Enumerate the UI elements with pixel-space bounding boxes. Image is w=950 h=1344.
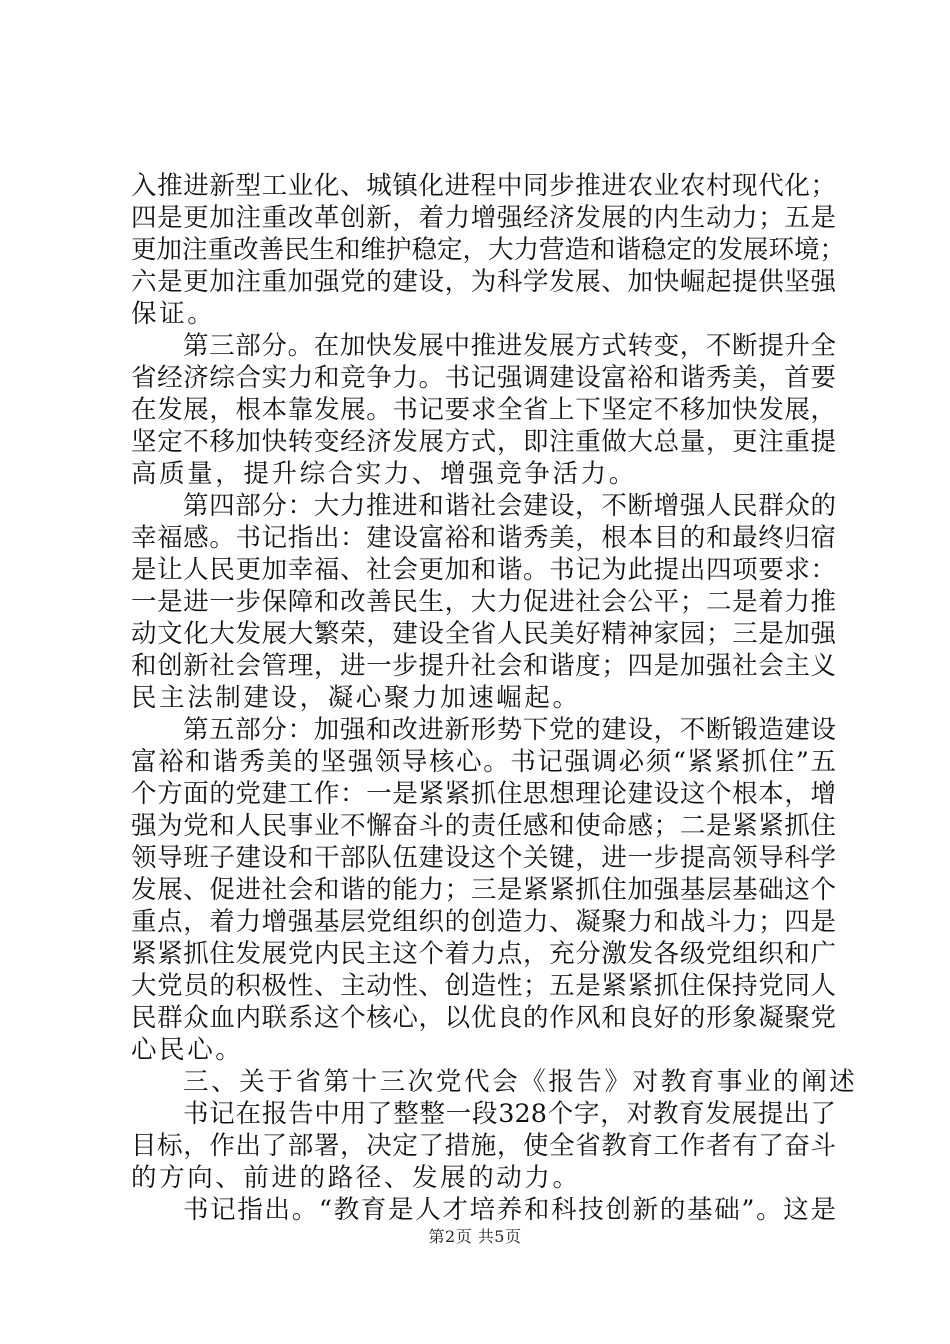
text-line: 第四部分：大力推进和谐社会建设，不断增强人民群众的: [183, 491, 836, 521]
text-line: 坚定不移加快转变经济发展方式，即注重做大总量，更注重提: [131, 427, 836, 457]
text-line: 重点，着力增强基层党组织的创造力、凝聚力和战斗力；四是: [131, 907, 836, 937]
text-line: 动文化大发展大繁荣，建设全省人民美好精神家园；三是加强: [131, 619, 836, 649]
text-line: 目标，作出了部署，决定了措施，使全省教育工作者有了奋斗: [131, 1131, 836, 1161]
text-line: 紧紧抓住发展党内民主这个着力点，充分激发各级党组织和广: [131, 939, 836, 969]
text-line: 领导班子建设和干部队伍建设这个关键，进一步提高领导科学: [131, 843, 836, 873]
text-line: 省经济综合实力和竞争力。书记强调建设富裕和谐秀美，首要: [131, 363, 836, 393]
text-line: 一是进一步保障和改善民生，大力促进社会公平；二是着力推: [131, 587, 836, 617]
text-line: 三、关于省第十三次党代会《报告》对教育事业的阐述: [183, 1067, 858, 1097]
text-line: 六是更加注重加强党的建设，为科学发展、加快崛起提供坚强: [131, 267, 836, 297]
text-line: 第三部分。在加快发展中推进发展方式转变，不断提升全: [183, 331, 836, 361]
text-line: 心民心。: [131, 1035, 244, 1065]
text-line: 和创新社会管理，进一步提升社会和谐度；四是加强社会主义: [131, 651, 836, 681]
text-line: 个方面的党建工作：一是紧紧抓住思想理论建设这个根本，增: [131, 779, 836, 809]
text-line: 更加注重改善民生和维护稳定，大力营造和谐稳定的发展环境；: [131, 235, 846, 265]
text-line: 大党员的积极性、主动性、创造性；五是紧紧抓住保持党同人: [131, 971, 836, 1001]
text-line: 民主法制建设，凝心聚力加速崛起。: [131, 683, 581, 713]
text-line: 发展、促进社会和谐的能力；三是紧紧抓住加强基层基础这个: [131, 875, 836, 905]
text-line: 富裕和谐秀美的坚强领导核心。书记强调必须“紧紧抓住”五: [131, 747, 836, 777]
text-line: 保证。: [131, 299, 216, 329]
text-line: 入推进新型工业化、城镇化进程中同步推进农业农村现代化；: [131, 171, 836, 201]
document-body: [131, 170, 858, 1226]
text-line: 幸福感。书记指出：建设富裕和谐秀美，根本目的和最终归宿: [131, 523, 836, 553]
text-line: 在发展，根本靠发展。书记要求全省上下坚定不移加快发展，: [131, 395, 836, 425]
text-line: 书记在报告中用了整整一段328个字，对教育发展提出了: [183, 1099, 836, 1129]
text-line: 的方向、前进的路径、发展的动力。: [131, 1163, 581, 1193]
text-line: 高质量，提升综合实力、增强竞争活力。: [131, 459, 637, 489]
text-line: 是让人民更加幸福、社会更加和谐。书记为此提出四项要求：: [131, 555, 836, 585]
text-line: 四是更加注重改革创新，着力增强经济发展的内生动力；五是: [131, 203, 836, 233]
text-line: 强为党和人民事业不懈奋斗的责任感和使命感；二是紧紧抓住: [131, 811, 836, 841]
text-line: 第五部分：加强和改进新形势下党的建设，不断锻造建设: [183, 715, 836, 745]
text-line: 民群众血内联系这个核心，以优良的作风和良好的形象凝聚党: [131, 1003, 836, 1033]
text-line: 书记指出。“教育是人才培养和科技创新的基础”。这是: [183, 1195, 836, 1225]
page-footer: 第2页 共5页: [428, 1227, 522, 1246]
